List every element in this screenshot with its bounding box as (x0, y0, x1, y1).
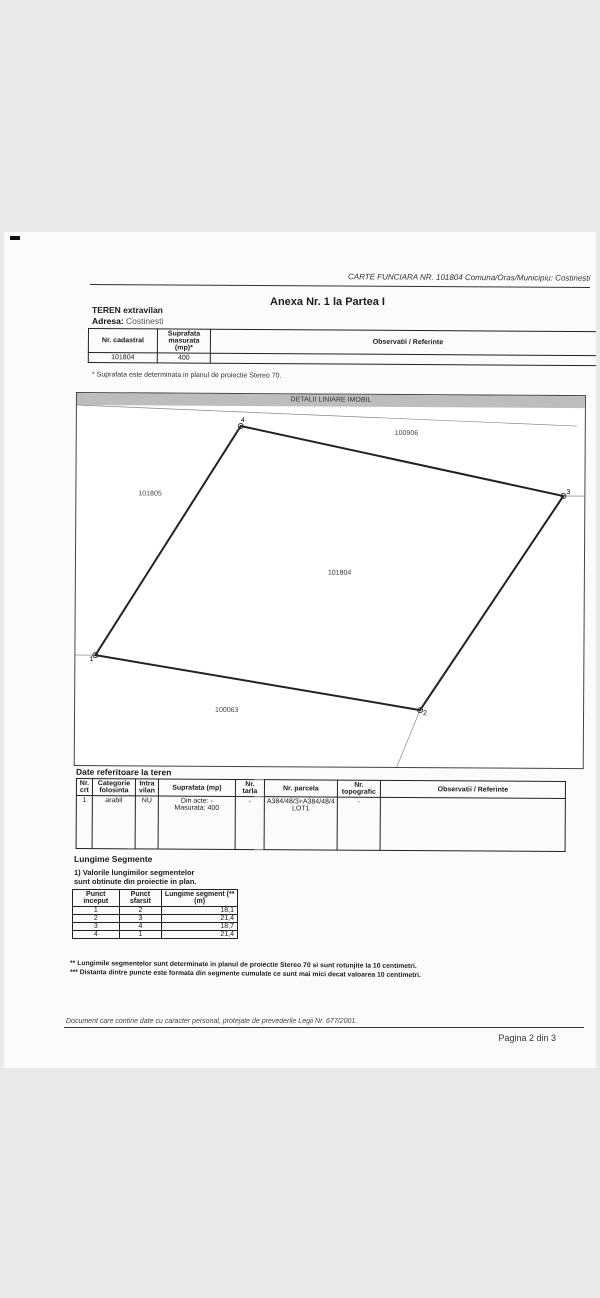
col-nr-crt: Nr. crt (76, 779, 92, 796)
col-nr-parcela: Nr. parcela (264, 780, 337, 797)
land-type: TEREN extravilan (92, 305, 163, 315)
cell-categoria: arabil (92, 796, 135, 849)
cadastral-table (88, 328, 596, 366)
parcel-plan (74, 392, 586, 769)
segments-subtitle: 1) Valorile lungimilor segmentelor sunt obtinute din proiectie in plan. (74, 868, 197, 886)
col-intravilan: Intra vilan (135, 779, 158, 796)
col-suprafata: Suprafata masurata (mp)* (157, 329, 210, 353)
col-nr-topografic: Nr. topografic (337, 780, 380, 797)
cell-nr-crt: 1 (76, 796, 92, 849)
page-number: Pagina 2 din 3 (498, 1033, 556, 1043)
table-row: 1 2 18,1 (73, 907, 238, 915)
cell-nr-tarla: - (235, 796, 264, 849)
land-data-table (76, 778, 566, 852)
col-nr-tarla: Nr. tarla (235, 779, 264, 796)
plan-title: DETALII LINIARE IMOBIL (77, 393, 585, 408)
scanned-document-page (4, 232, 596, 1068)
land-data-title: Date referitoare la teren (75, 766, 172, 778)
neighbor-parcel-label: 100906 (394, 429, 419, 438)
parcel-polygon (95, 425, 564, 711)
cell-suprafata: 400 (157, 353, 210, 363)
segments-title: Lungime Segmente (74, 854, 153, 864)
plan-drawing (75, 393, 585, 768)
cell-intravilan: NU (135, 796, 158, 849)
area-footnote: * Suprafata este determinata in planul de proiectie Stereo 70. (91, 371, 282, 380)
col-suprafata: Suprafata (mp) (158, 779, 235, 796)
col-punct-sfarsit: Punct sfarsit (119, 890, 162, 907)
table-row: 3 4 18,7 (73, 923, 238, 931)
segments-table (72, 889, 238, 939)
vertex-label: 2 (423, 710, 427, 718)
table-row: 4 1 21,4 (73, 931, 238, 939)
address-value: Costinesti (126, 316, 164, 326)
cell-suprafata: Din acte: - Masurata: 400 (158, 796, 235, 849)
footnote: ** Lungimile segmentelor sunt determinate in planul de proiectie Stereo 70 si sunt rotunjite la 10 centimetri. (70, 960, 417, 971)
footnotes (70, 959, 421, 980)
neighbor-boundary-line (397, 710, 420, 767)
col-punct-inceput: Punct inceput (73, 890, 120, 907)
table-row (76, 796, 565, 852)
col-observatii: Observatii / Referinte (380, 780, 565, 798)
annex-title: Anexa Nr. 1 la Partea I (270, 296, 385, 308)
col-nr-cadastral: Nr. cadastral (88, 329, 157, 353)
cell-nr-parcela: A384/48/3+A384/48/4 LOT1 (264, 797, 337, 850)
col-lungime: Lungime segment (** (m) (162, 890, 238, 907)
cell-observatii (210, 353, 596, 365)
col-observatii: Observatii / Referinte (210, 329, 596, 355)
vertex-label: 1 (89, 656, 94, 664)
footnote: *** Distanta dintre puncte este formata din segmente cumulate ce sunt mai mici decat valoarea 10 centimetri. (69, 968, 421, 980)
land-info (92, 305, 163, 327)
neighbor-parcel-label: 100063 (215, 706, 239, 714)
cell-nr-cadastral: 101804 (88, 353, 157, 363)
header-divider (90, 284, 590, 288)
neighbor-boundary-line (77, 405, 577, 426)
parcel-id-label: 101804 (327, 569, 352, 577)
address-line (92, 316, 163, 327)
neighbor-parcel-label: 101805 (138, 490, 162, 498)
footer-divider (64, 1027, 584, 1028)
col-categoria: Categorie folosinta (92, 779, 135, 796)
address-label: Adresa: (92, 316, 124, 326)
scan-edge-mark (10, 236, 20, 240)
footer-disclaimer: Document care contine date cu caracter personal, protejate de prevederile Legii Nr. 677/2001. (66, 1018, 358, 1025)
document-header: CARTE FUNCIARA NR. 101804 Comuna/Oras/Municipiu: Costinesti (347, 272, 591, 283)
table-row: 2 3 21,4 (73, 915, 238, 923)
vertex-label: 4 (240, 417, 245, 425)
vertex-label: 3 (566, 488, 571, 497)
cell-observatii (380, 797, 565, 851)
cell-nr-topografic: - (337, 797, 380, 850)
